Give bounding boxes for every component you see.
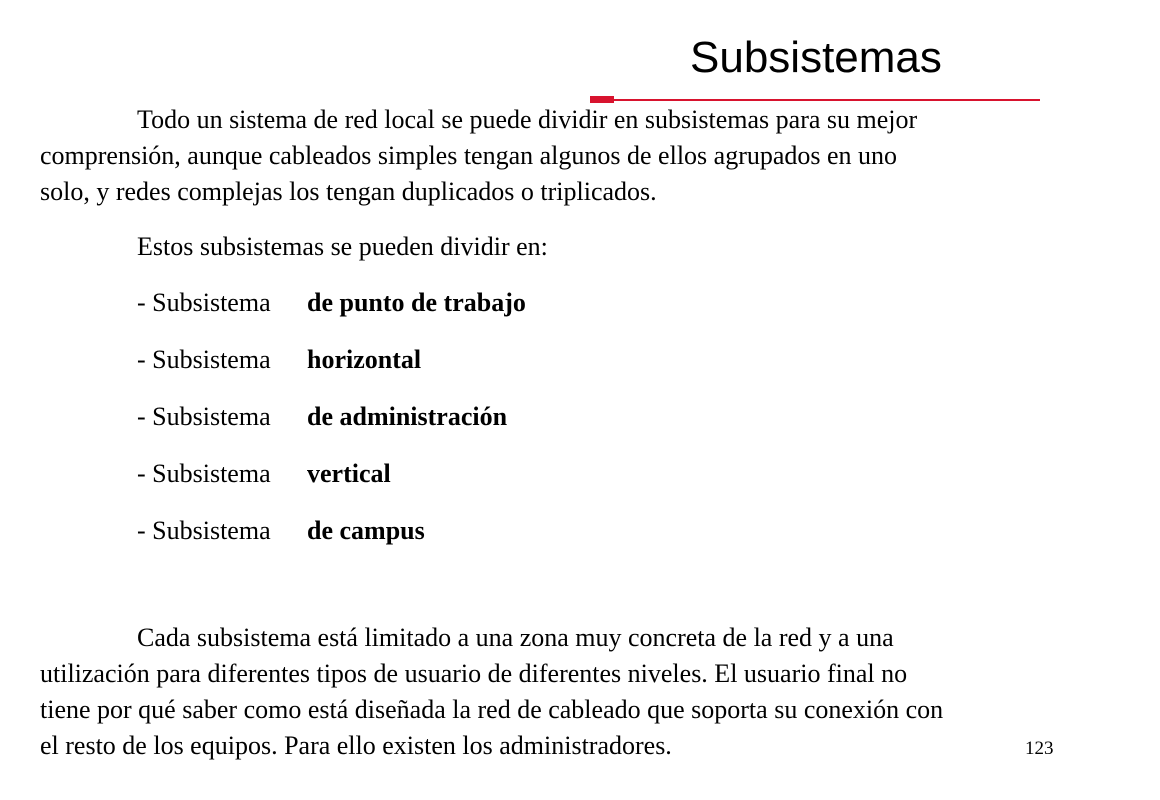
outro-line: el resto de los equipos. Para ello existen los administradores. [40, 731, 672, 760]
outro-line: Cada subsistema está limitado a una zona muy concreta de la red y a una [137, 623, 894, 652]
outro-line: utilización para diferentes tipos de usuario de diferentes niveles. El usuario final no [40, 659, 908, 688]
page-number: 123 [1025, 738, 1054, 759]
list-item [137, 285, 526, 342]
slide-title: Subsistemas [690, 33, 942, 82]
list-item [137, 513, 526, 570]
list-item-prefix: - Subsistema [137, 345, 271, 374]
outro-line: tiene por qué saber como está diseñada la red de cableado que soporta su conexión con [40, 695, 944, 724]
list-item-term: de punto de trabajo [307, 288, 526, 317]
list-item-prefix: - Subsistema [137, 402, 271, 431]
list-item-prefix: - Subsistema [137, 459, 271, 488]
intro-line: Todo un sistema de red local se puede dividir en subsistemas para su mejor [137, 105, 918, 134]
intro-paragraph [40, 102, 1160, 210]
outro-paragraph [40, 620, 1160, 764]
intro-line: comprensión, aunque cableados simples tengan algunos de ellos agrupados en uno [40, 141, 898, 170]
list-item-term: de administración [307, 402, 508, 431]
intro-line: solo, y redes complejas los tengan duplicados o triplicados. [40, 177, 657, 206]
list-item-term: de campus [307, 516, 425, 545]
list-item [137, 456, 526, 513]
list-item-prefix: - Subsistema [137, 288, 271, 317]
title-rule [590, 99, 1040, 101]
list-item-prefix: - Subsistema [137, 516, 271, 545]
list-item [137, 399, 526, 456]
subsystem-list [137, 285, 526, 570]
list-item-term: vertical [307, 459, 391, 488]
list-item-term: horizontal [307, 345, 422, 374]
lead-text: Estos subsistemas se pueden dividir en: [137, 232, 548, 261]
list-item [137, 342, 526, 399]
